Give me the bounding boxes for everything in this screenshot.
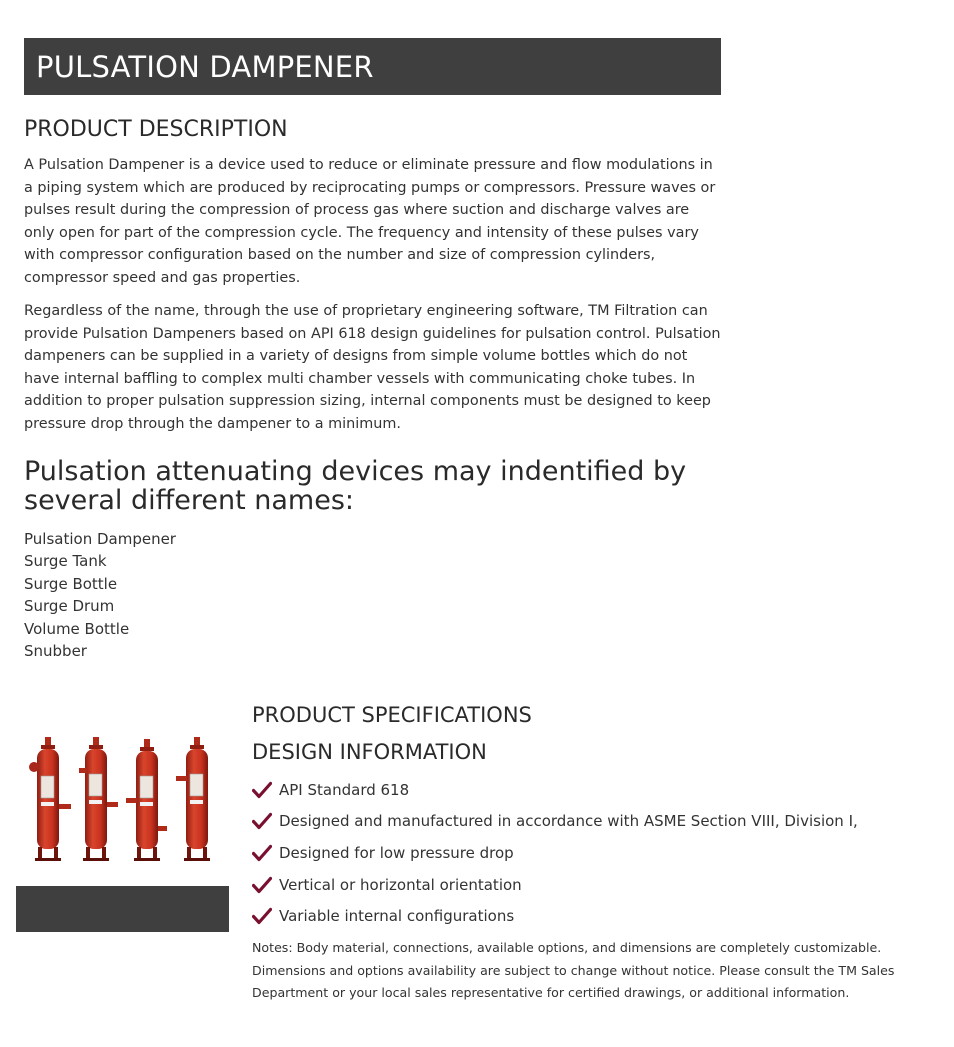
dampener-vessel-3 bbox=[126, 739, 167, 861]
list-item bbox=[252, 806, 858, 838]
pulsation-dampener-product-image bbox=[28, 732, 218, 866]
list-item bbox=[252, 837, 858, 869]
description-paragraph-2: Regardless of the name, through the use of proprietary engineering software, TM Filtration can provide Pulsation Dampeners based on API 618 design guidelines for pulsation control. Pulsation dampeners can be supplied in a variety of designs from simple volume bottles which do not have internal baffling to complex multi chamber vessels with communicating choke tubes. In addition to proper pulsation suppression sizing, internal components must be designed to keep pressure drop through the dampener to a minimum. bbox=[24, 303, 721, 432]
list-item bbox=[252, 869, 858, 901]
list-item-label: Designed and manufactured in accordance with ASME Section VIII, Division I, bbox=[279, 812, 858, 831]
specification-notes: Notes: Body material, connections, available options, and dimensions are completely customizable. Dimensions and options availability are subject to change without notice. Please consult the TM Sales Department or your local sales representative for certified drawings, or additional information. bbox=[252, 940, 895, 1001]
description-paragraph-1: A Pulsation Dampener is a device used to reduce or eliminate pressure and flow modulations in a piping system which are produced by reciprocating pumps or compressors. Pressure waves or pulses result during the compression of process gas where suction and discharge valves are only open for part of the compression cycle. The frequency and intensity of these pulses vary with compressor configuration based on the number and size of compression cylinders, compressor speed and gas properties. bbox=[24, 157, 716, 286]
list-item: Pulsation Dampener bbox=[24, 530, 176, 548]
dampener-vessel-4 bbox=[176, 737, 210, 861]
list-item: Volume Bottle bbox=[24, 619, 130, 638]
page-title: PULSATION DAMPENER bbox=[36, 49, 374, 84]
list-item: Surge Drum bbox=[24, 597, 115, 616]
list-item-label: Designed for low pressure drop bbox=[279, 843, 514, 862]
checkmark-icon bbox=[252, 781, 272, 799]
list-item-label: Variable internal configurations bbox=[279, 907, 515, 926]
image-caption-bar bbox=[16, 886, 229, 932]
checkmark-icon bbox=[252, 876, 272, 894]
list-item: Surge Tank bbox=[24, 552, 107, 571]
checkmark-icon bbox=[252, 907, 272, 925]
dampener-vessel-1 bbox=[29, 737, 71, 861]
list-item-label: API Standard 618 bbox=[279, 780, 410, 799]
design-information-list bbox=[252, 774, 858, 932]
checkmark-icon bbox=[252, 812, 272, 830]
design-information-heading: DESIGN INFORMATION bbox=[252, 740, 487, 764]
list-item: Surge Bottle bbox=[24, 574, 118, 593]
product-specifications-heading: PRODUCT SPECIFICATIONS bbox=[252, 703, 532, 727]
alternate-names-heading: Pulsation attenuating devices may indentified by several different names: bbox=[24, 456, 687, 516]
page-title-bar bbox=[24, 38, 721, 95]
product-description-heading: PRODUCT DESCRIPTION bbox=[24, 117, 288, 142]
list-item bbox=[252, 900, 858, 932]
dampener-vessel-2 bbox=[79, 737, 118, 861]
alternate-names-list bbox=[24, 528, 176, 662]
list-item bbox=[252, 774, 858, 806]
checkmark-icon bbox=[252, 844, 272, 862]
list-item-label: Vertical or horizontal orientation bbox=[279, 875, 522, 894]
list-item: Snubber bbox=[24, 642, 87, 661]
